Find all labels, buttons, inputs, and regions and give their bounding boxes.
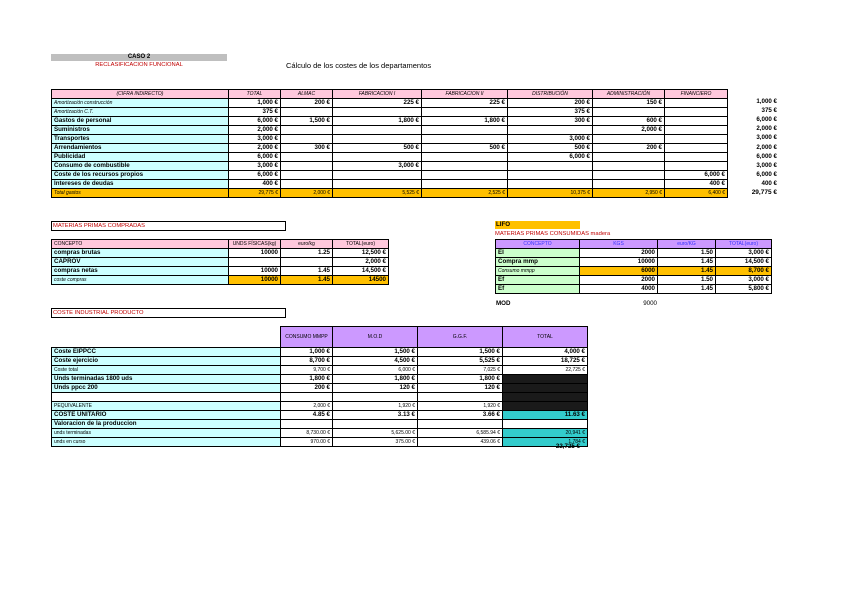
mpc-row-label: compras brutas	[52, 249, 229, 258]
dept-row	[52, 117, 728, 126]
ci-cell: 9,700 €	[281, 366, 333, 375]
mpcons-cell: 1.45	[658, 267, 716, 276]
ci-row	[52, 357, 588, 366]
mpc-cell: 1.25	[281, 249, 333, 258]
coste-industrial-title	[51, 308, 286, 318]
coste-industrial-title-text: COSTE INDUSTRIAL PRODUCTO	[53, 310, 144, 316]
ci-row-label: Unds ppcc 200	[52, 384, 281, 393]
dept-cell	[422, 108, 508, 117]
mpcons-row-label: Consumo mmpp	[496, 267, 580, 276]
dept-cell: 6,000 €	[229, 171, 281, 180]
dept-cell	[665, 162, 728, 171]
ci-row-label	[52, 393, 281, 402]
dept-cell: 375 €	[229, 108, 281, 117]
dept-row-total: 6,000 €	[756, 116, 777, 124]
ci-row	[52, 348, 588, 357]
dept-header-cell: FABRICACION II	[422, 90, 508, 99]
ci-cell	[503, 402, 588, 411]
dept-cell: 1,000 €	[229, 99, 281, 108]
ci-cell: 120 €	[333, 384, 418, 393]
dept-cell	[422, 153, 508, 162]
dept-cell: 6,000 €	[229, 117, 281, 126]
dept-cell	[665, 126, 728, 135]
dept-cell	[665, 117, 728, 126]
dept-cell	[333, 180, 422, 189]
dept-cell	[422, 162, 508, 171]
mpcons-cell: 4000	[580, 285, 658, 294]
ci-cell	[503, 384, 588, 393]
coste-industrial-table	[51, 326, 588, 447]
dept-cell	[593, 171, 665, 180]
ci-cell: 1,784 €	[503, 438, 588, 447]
dept-cell: 3,000 €	[333, 162, 422, 171]
ci-cell: 1,500 €	[333, 348, 418, 357]
dept-row	[52, 108, 728, 117]
dept-cell	[593, 180, 665, 189]
ci-row-label: Coste EIPPCC	[52, 348, 281, 357]
mpcons-cell: 5,800 €	[716, 285, 772, 294]
dept-row-label: Transportes	[52, 135, 229, 144]
dept-cell: 500 €	[333, 144, 422, 153]
dept-cell: 1,800 €	[333, 117, 422, 126]
dept-cell	[333, 126, 422, 135]
ci-cell: 1,800 €	[333, 375, 418, 384]
mod-value: 9000	[643, 300, 657, 307]
mpc-cell: 1.45	[281, 267, 333, 276]
dept-cell	[281, 126, 333, 135]
dept-row-total: 1,000 €	[756, 98, 777, 105]
mpc-row	[52, 276, 389, 285]
dept-row	[52, 126, 728, 135]
dept-header-cell: DISTRIBUCIÓN	[508, 90, 593, 99]
ci-cell: 4,000 €	[503, 348, 588, 357]
dept-cell: 3,000 €	[508, 135, 593, 144]
dept-cell	[281, 108, 333, 117]
dept-header-cell: TOTAL	[229, 90, 281, 99]
ci-cell: 22,725 €	[503, 366, 588, 375]
mpcons-row	[496, 285, 772, 294]
dept-total-cell: 2,000 €	[281, 189, 333, 198]
ci-row	[52, 411, 588, 420]
dept-cell: 600 €	[593, 117, 665, 126]
ci-header-cell: M.O.D	[333, 327, 418, 348]
dept-cell	[281, 153, 333, 162]
dept-total-cell: 29,775 €	[229, 189, 281, 198]
dept-row	[52, 162, 728, 171]
dept-cell	[665, 135, 728, 144]
mpc-cell: 1.45	[281, 276, 333, 285]
dept-row	[52, 135, 728, 144]
dept-total-cell: 10,375 €	[508, 189, 593, 198]
dept-cell: 2,000 €	[229, 126, 281, 135]
ci-cell: 970.00 €	[281, 438, 333, 447]
ci-header-cell: G.G.F.	[418, 327, 503, 348]
dept-row-label: Publicidad	[52, 153, 229, 162]
mpcons-cell: 10000	[580, 258, 658, 267]
dept-cell	[665, 153, 728, 162]
dept-row-label: Intereses de deudas	[52, 180, 229, 189]
dept-row-total: 2,000 €	[756, 143, 777, 151]
mpcons-row	[496, 276, 772, 285]
ci-cell	[333, 420, 418, 429]
dept-cell	[333, 108, 422, 117]
dept-row	[52, 180, 728, 189]
dept-cell	[593, 108, 665, 117]
mpcons-row-label: Ef	[496, 276, 580, 285]
ci-row-label: Valoracion de la produccion	[52, 420, 281, 429]
ci-row	[52, 384, 588, 393]
case-title: CASO 2	[127, 54, 151, 60]
ci-cell: 2,000 €	[281, 402, 333, 411]
dept-cell: 500 €	[422, 144, 508, 153]
dept-cell	[593, 153, 665, 162]
mpcons-row-label: EI	[496, 249, 580, 258]
ci-cell: 18,725 €	[503, 357, 588, 366]
mpcons-header-cell: euro/KG	[658, 240, 716, 249]
mpc-cell: 10000	[229, 276, 281, 285]
case-title-box	[51, 54, 227, 61]
dept-total-cell: 6,400 €	[665, 189, 728, 198]
dept-cell	[333, 135, 422, 144]
ci-row-label: Unds terminadas 1800 uds	[52, 375, 281, 384]
dept-cell	[508, 171, 593, 180]
ci-cell: 6,585.94 €	[418, 429, 503, 438]
mp-compradas-title-text: MATERIAS PRIMAS COMPRADAS	[53, 223, 146, 229]
mpcons-cell: 1.50	[658, 276, 716, 285]
dept-cell	[422, 180, 508, 189]
dept-total-row	[52, 189, 728, 198]
ci-cell	[281, 393, 333, 402]
dept-cell: 300 €	[281, 144, 333, 153]
mp-compradas-table	[51, 239, 389, 285]
mpcons-cell: 8,700 €	[716, 267, 772, 276]
dept-cell	[593, 135, 665, 144]
dept-cell	[665, 108, 728, 117]
ci-cell: 120 €	[418, 384, 503, 393]
dept-cell: 225 €	[333, 99, 422, 108]
mpcons-row	[496, 249, 772, 258]
mpcons-row-label: Ef	[496, 285, 580, 294]
dept-cell	[593, 162, 665, 171]
dept-header-cell: (CIFRA INDIRECTO)	[52, 90, 229, 99]
mpc-cell: 10000	[229, 249, 281, 258]
ci-cell: 1,920 €	[418, 402, 503, 411]
dept-header-cell: ADMINISTRACIÓN	[593, 90, 665, 99]
ci-cell	[418, 393, 503, 402]
ci-cell: 8,730.00 €	[281, 429, 333, 438]
dept-cell	[665, 144, 728, 153]
dept-header-cell: FINANCIERO	[665, 90, 728, 99]
page-title: Cálculo de los costes de los departamentos	[286, 61, 432, 70]
dept-cell: 500 €	[508, 144, 593, 153]
ci-header-row	[52, 327, 588, 348]
dept-row-label: Gastos de personal	[52, 117, 229, 126]
mpcons-cell: 14,500 €	[716, 258, 772, 267]
ci-cell	[503, 393, 588, 402]
dept-row	[52, 144, 728, 153]
ci-row	[52, 375, 588, 384]
ci-row-label: unds terminadas	[52, 429, 281, 438]
ci-cell: 20,941 €	[503, 429, 588, 438]
dept-row-label: Consumo de combustible	[52, 162, 229, 171]
ci-cell: 4,500 €	[333, 357, 418, 366]
dept-cell: 3,000 €	[229, 135, 281, 144]
mpcons-row	[496, 267, 772, 276]
ci-cell: 4.85 €	[281, 411, 333, 420]
mpc-cell	[281, 258, 333, 267]
mpcons-cell: 6000	[580, 267, 658, 276]
dept-cell	[508, 180, 593, 189]
mpc-cell: 10000	[229, 267, 281, 276]
mpc-header-cell: TOTAL(euro)	[333, 240, 389, 249]
ci-header-blank	[52, 327, 281, 348]
dept-cell	[508, 162, 593, 171]
ci-cell: 1,800 €	[418, 375, 503, 384]
dept-cell: 3,000 €	[229, 162, 281, 171]
mpc-row	[52, 258, 389, 267]
dept-row-total: 375 €	[761, 107, 777, 115]
dept-header-cell: ALMAC	[281, 90, 333, 99]
mpc-row	[52, 249, 389, 258]
dept-cell	[508, 126, 593, 135]
ci-cell: 7,025 €	[418, 366, 503, 375]
dept-row-label: Suministros	[52, 126, 229, 135]
mp-consumidas-title: MATERIAS PRIMAS CONSUMIDAS madera	[495, 231, 611, 237]
ci-row-label: COSTE UNITARIO	[52, 411, 281, 420]
dept-cell	[281, 180, 333, 189]
dept-row-label: Amortización C.T.	[52, 108, 229, 117]
dept-cell	[333, 171, 422, 180]
dept-cell: 225 €	[422, 99, 508, 108]
dept-cell: 400 €	[665, 180, 728, 189]
mpc-row	[52, 267, 389, 276]
dept-cell: 2,000 €	[593, 126, 665, 135]
mpcons-cell: 2000	[580, 249, 658, 258]
dept-cell: 400 €	[229, 180, 281, 189]
case-subtitle: RECLASIFICACION FUNCIONAL	[95, 62, 183, 68]
ci-cell: 1,920 €	[333, 402, 418, 411]
mpc-cell: 14500	[333, 276, 389, 285]
dept-cell: 200 €	[508, 99, 593, 108]
ci-row	[52, 429, 588, 438]
dept-cell	[665, 99, 728, 108]
ci-cell	[281, 420, 333, 429]
ci-cell: 1,000 €	[281, 348, 333, 357]
dept-total-cell: 2,525 €	[422, 189, 508, 198]
dept-row-total: 3,000 €	[756, 134, 777, 142]
ci-header-cell: CONSUMO MMPP	[281, 327, 333, 348]
dept-cell	[422, 135, 508, 144]
mpcons-cell: 1.50	[658, 249, 716, 258]
mpc-row-label: CAPROV	[52, 258, 229, 267]
mpc-cell	[229, 258, 281, 267]
dept-row-total: 3,000 €	[756, 161, 777, 169]
mpcons-row	[496, 258, 772, 267]
mpc-header-cell: euro/kg	[281, 240, 333, 249]
department-cost-table	[51, 89, 728, 198]
ci-cell	[333, 393, 418, 402]
mpcons-cell: 1.45	[658, 285, 716, 294]
ci-row-label: unds en curso	[52, 438, 281, 447]
ci-header-cell: TOTAL	[503, 327, 588, 348]
ci-cell: 1,800 €	[281, 375, 333, 384]
mpcons-cell: 2000	[580, 276, 658, 285]
dept-row-label: Arrendamientos	[52, 144, 229, 153]
ci-cell: 11.63 €	[503, 411, 588, 420]
mpcons-header-cell: CONCEPTO	[496, 240, 580, 249]
ci-row-label: Coste ejercicio	[52, 357, 281, 366]
dept-cell	[281, 135, 333, 144]
ci-row	[52, 393, 588, 402]
mpcons-cell: 1.45	[658, 258, 716, 267]
dept-row-label: Coste de los recursos propios	[52, 171, 229, 180]
ci-cell	[418, 420, 503, 429]
dept-row	[52, 99, 728, 108]
dept-cell: 375 €	[508, 108, 593, 117]
mpcons-header-row	[496, 240, 772, 249]
dept-cell	[281, 162, 333, 171]
mpc-header-cell: CONCEPTO	[52, 240, 229, 249]
mp-consumidas-table	[495, 239, 772, 294]
mod-label: MOD	[496, 300, 511, 307]
ci-cell	[503, 375, 588, 384]
dept-cell	[422, 171, 508, 180]
ci-row	[52, 366, 588, 375]
ci-cell: 439.06 €	[418, 438, 503, 447]
dept-header-row	[52, 90, 728, 99]
dept-cell: 300 €	[508, 117, 593, 126]
dept-cell: 6,000 €	[665, 171, 728, 180]
mpc-header-cell: UNDS FÍSICAS(kg)	[229, 240, 281, 249]
ci-cell: 1,500 €	[418, 348, 503, 357]
lifo-label: LIFO	[495, 221, 580, 229]
dept-cell: 6,000 €	[229, 153, 281, 162]
mpc-row-label: compras netas	[52, 267, 229, 276]
mpcons-row-label: Compra mmp	[496, 258, 580, 267]
dept-cell: 200 €	[593, 144, 665, 153]
ci-row	[52, 402, 588, 411]
ci-row-label: Coste total	[52, 366, 281, 375]
dept-cell	[422, 126, 508, 135]
dept-row-label: Amortización construcción	[52, 99, 229, 108]
mpcons-header-cell: TOTAL(euro)	[716, 240, 772, 249]
mpc-row-label: coste compras	[52, 276, 229, 285]
dept-cell: 150 €	[593, 99, 665, 108]
ci-row	[52, 420, 588, 429]
dept-cell	[333, 153, 422, 162]
mpc-cell: 2,000 €	[333, 258, 389, 267]
ci-cell: 200 €	[281, 384, 333, 393]
mpc-cell: 14,500 €	[333, 267, 389, 276]
dept-cell: 6,000 €	[508, 153, 593, 162]
ci-cell: 5,525 €	[418, 357, 503, 366]
dept-cell: 1,800 €	[422, 117, 508, 126]
dept-cell: 2,000 €	[229, 144, 281, 153]
dept-cell: 200 €	[281, 99, 333, 108]
dept-cell	[281, 171, 333, 180]
dept-grand-total: 29,775 €	[751, 189, 777, 196]
dept-total-cell: 5,525 €	[333, 189, 422, 198]
ci-cell: 3.13 €	[333, 411, 418, 420]
mpc-cell: 12,500 €	[333, 249, 389, 258]
dept-total-label: Total gastos	[52, 189, 229, 198]
dept-row-total: 2,000 €	[756, 125, 777, 133]
dept-cell: 1,500 €	[281, 117, 333, 126]
dept-row-total: 6,000 €	[756, 170, 777, 178]
ci-cell: 3.66 €	[418, 411, 503, 420]
dept-header-cell: FABRICACION I	[333, 90, 422, 99]
mpcons-header-cell: KGS	[580, 240, 658, 249]
mp-compradas-title	[51, 221, 286, 231]
mpc-header-row	[52, 240, 389, 249]
ci-cell: 5,625.00 €	[333, 429, 418, 438]
grand-total: 22,725 €	[555, 443, 580, 450]
dept-row-total: 400 €	[761, 179, 777, 187]
ci-cell	[503, 420, 588, 429]
dept-row-total: 6,000 €	[756, 152, 777, 160]
dept-row	[52, 171, 728, 180]
ci-cell: 375.00 €	[333, 438, 418, 447]
ci-row-label: PEQUIVALENTE	[52, 402, 281, 411]
ci-cell: 8,700 €	[281, 357, 333, 366]
ci-cell: 6,000 €	[333, 366, 418, 375]
mpcons-cell: 3,000 €	[716, 276, 772, 285]
dept-total-cell: 2,950 €	[593, 189, 665, 198]
mpcons-cell: 3,000 €	[716, 249, 772, 258]
dept-row	[52, 153, 728, 162]
